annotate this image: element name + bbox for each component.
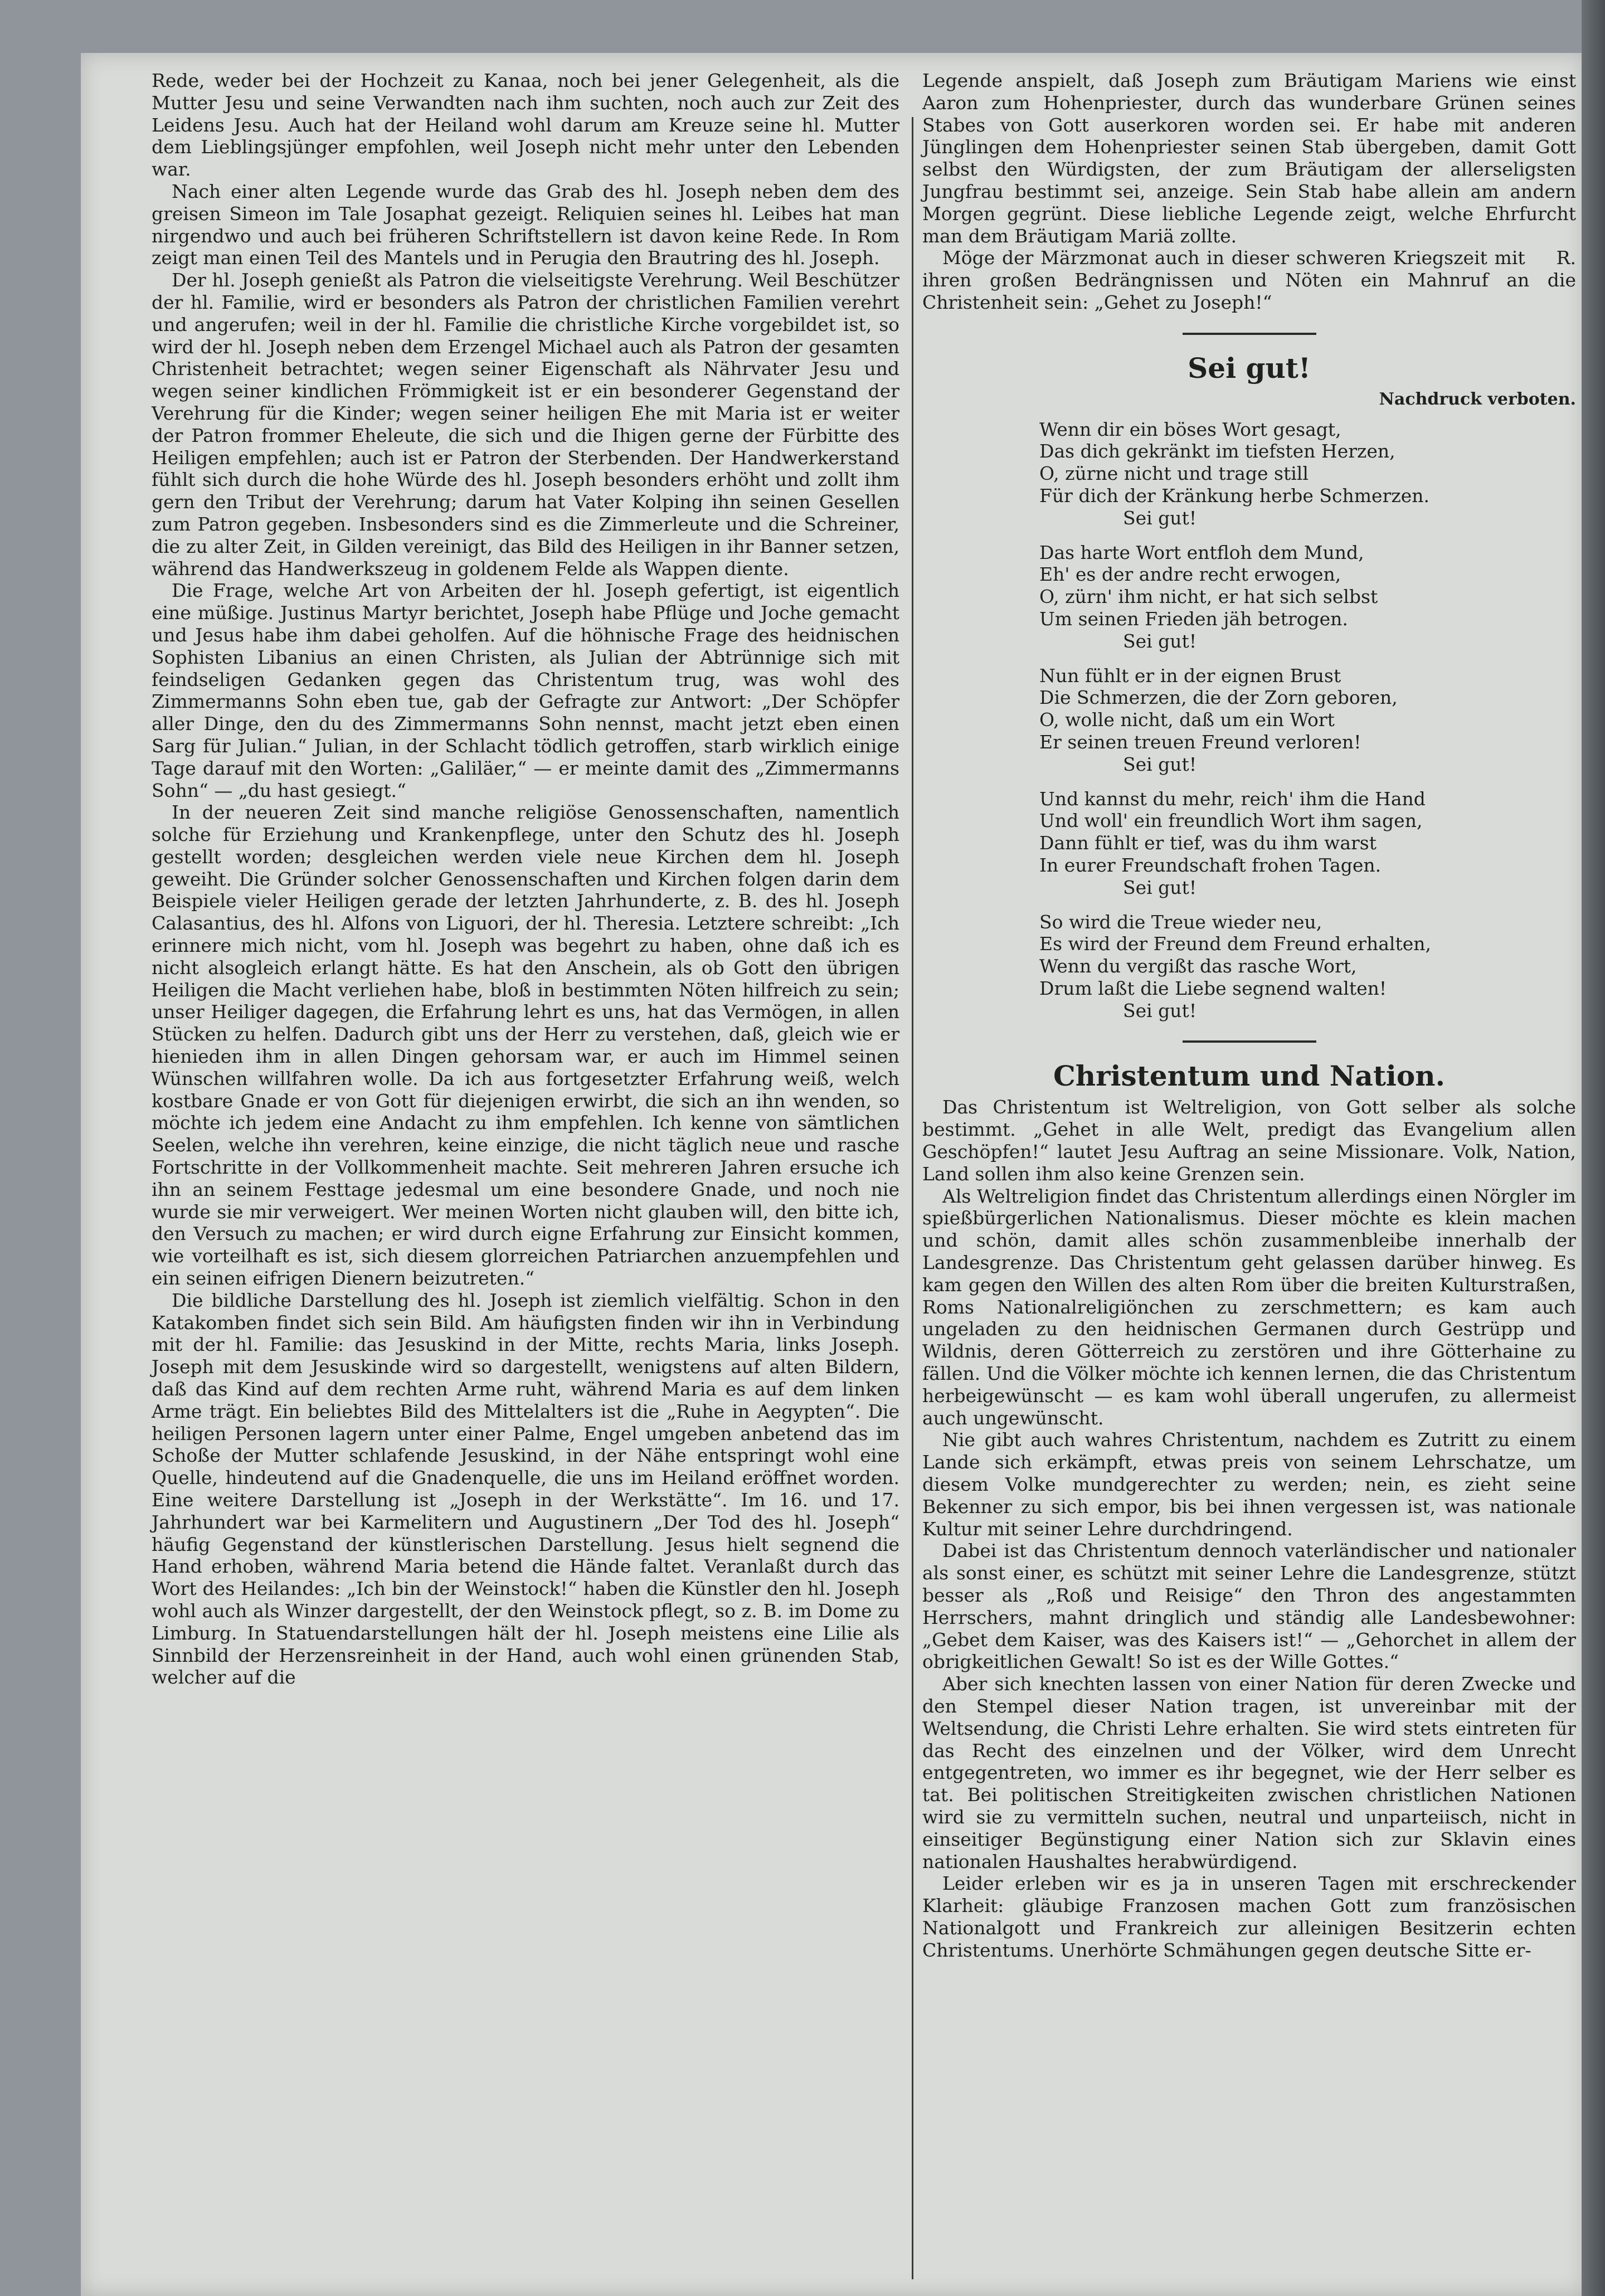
poem-refrain: Sei gut! — [1123, 507, 1197, 529]
poem-line: Und woll' ein freundlich Wort ihm sagen, — [1039, 810, 1423, 832]
paragraph: In der neueren Zeit sind manche religiöse Genossenschaften, namentlich solche für Erziehung und Krankenpflege, unter den Schutz des hl. Joseph gestellt worden; desgleichen werden viele neue Kirchen dem hl. Joseph geweiht. Die Gründer solcher Genossenschaften und Kirchen folgen darin dem Beispiele vieler Heiligen gerade der letzten Jahrhunderte, z. B. des hl. Joseph Calasantius, des hl. Alfons von Liguori, der hl. Theresia. Letztere schreibt: „Ich erinnere mich nicht, vom hl. Joseph was begehrt zu haben, ohne daß ich es nicht alsogleich erlangt hätte. Es hat den Anschein, als ob Gott den übrigen Heiligen die Macht verliehen habe, bloß in bestimmten Nöten hilfreich zu sein; unser Heiliger dagegen, die Erfahrung lehrt es uns, hat das Vermögen, in allen Stücken zu helfen. Dadurch gibt uns der Herr zu verstehen, daß, gleich wie er hienieden ihm in allen Dingen gehorsam war, er auch im Himmel seinen Wünschen willfahren wolle. Da ich aus fortgesetzter Erfahrung weiß, welch kostbare Gnade er von Gott für diejenigen erwirbt, die sich an ihn wenden, so möchte ich jedem eine Andacht zu ihm empfehlen. Ich kenne von sämtlichen Seelen, welche ihn verehren, keine einzige, die nicht täglich neue und rasche Fortschritte in der Vollkommenheit machte. Seit mehreren Jahren ersuche ich ihn an seinem Festtage jedesmal um eine besondere Gnade, und noch nie wurde sie mir verweigert. Wer meinen Worten nicht glauben will, den bitte ich, den Versuch zu machen; er wird durch eigne Erfahrung zur Einsicht kommen, wie vorteilhaft es ist, sich diesem glorreichen Patriarchen anzuempfehlen und ein seinen eifrigen Dienern beizutreten.“ — [152, 801, 899, 1290]
poem-line: Und kannst du mehr, reich' ihm die Hand — [1039, 787, 1426, 810]
poem-line: Drum laßt die Liebe segnend walten! — [1039, 977, 1387, 999]
poem-title: Sei gut! — [1188, 351, 1311, 385]
poem-line: Nun fühlt er in der eignen Brust — [1039, 664, 1341, 687]
reprint-note: Nachdruck verboten. — [1379, 389, 1576, 409]
paragraph-text: Möge der Märzmonat auch in dieser schweren Kriegszeit mit ihren großen Bedrängnissen und Nöten ein Mahnruf an die Christenheit sein: „Gehet zu Joseph!“ — [922, 247, 1576, 313]
page-edge — [1582, 0, 1605, 2296]
poem-stanza — [1039, 788, 1576, 899]
poem-line: Das harte Wort entfloh dem Mund, — [1039, 541, 1364, 563]
paragraph: Als Weltreligion findet das Christentum allerdings einen Nörgler im spießbürgerlichen Nationalismus. Dieser möchte es klein machen und schön, damit alles schön zusammenbleibe innerhalb der Landesgrenze. Das Christentum geht gelassen darüber hinweg. Es kam gegen den Willen des alten Rom über die breiten Kulturstraßen, Roms Nationalreligiönchen zu zerschmettern; es kam auch ungeladen zu den heidnischen Germanen durch Gestrüpp und Wildnis, deren Götterreich zu zerstören und ihre Götterhaine zu fällen. Und die Völker möchte ich kennen lernen, die das Christentum herbeigewünscht — es kam wohl überall ungerufen, zu allermeist auch ungewünscht. — [922, 1185, 1576, 1429]
poem-refrain: Sei gut! — [1123, 876, 1197, 898]
poem-refrain: Sei gut! — [1123, 753, 1197, 775]
poem-line: Er seinen treuen Freund verloren! — [1039, 731, 1361, 753]
paragraph: Rede, weder bei der Hochzeit zu Kanaa, noch bei jener Gelegenheit, als die Mutter Jesu und seine Verwandten nach ihm suchten, noch auch zur Zeit des Leidens Jesu. Auch hat der Heiland wohl darum am Kreuze seine hl. Mutter dem Lieblingsjünger empfohlen, weil Joseph nicht mehr unter den Lebenden war. — [152, 70, 899, 181]
poem-stanza — [1039, 419, 1576, 529]
poem-line: Das dich gekränkt im tiefsten Herzen, — [1039, 440, 1395, 463]
paragraph: Der hl. Joseph genießt als Patron die vielseitigste Verehrung. Weil Beschützer der hl. Familie, wird er besonders als Patron der christlichen Familien verehrt und angerufen; weil in der hl. Familie die christliche Kirche vorgebildet ist, so wird der hl. Joseph neben dem Erzengel Michael auch als Patron der gesamten Christenheit betrachtet; wegen seiner Eigenschaft als Nährvater Jesu und wegen seiner kindlichen Frömmigkeit ist er ein besonderer Gegenstand der Verehrung für die Kinder; wegen seiner heiligen Ehe mit Maria ist er weiter der Patron frommer Eheleute, die sich und die Ihigen gerne der Fürbitte des Heiligen empfehlen; auch ist er Patron der Sterbenden. Der Handwerkerstand fühlt sich durch die hohe Würde des hl. Joseph besonders erhöht und zollt ihm gern den Tribut der Verehrung; darum hat Vater Kolping ihn seinen Gesellen zum Patron gegeben. Insbesonders sind es die Zimmerleute und die Schreiner, die zu alter Zeit, in Gilden vereinigt, das Bild des Heiligen in ihr Banner setzen, während das Handwerkszeug in goldenem Felde als Wappen diente. — [152, 269, 899, 580]
paragraph: Aber sich knechten lassen von einer Nation für deren Zwecke und den Stempel dieser Nation tragen, ist unvereinbar mit der Weltsendung, die Christi Lehre erhalten. Sie wird stets eintreten für das Recht des einzelnen und der Völker, wird dem Unrecht entgegentreten, wo immer es ihr begegnet, wie der Herr selber es tat. Bei politischen Streitigkeiten zwischen christlichen Nationen wird sie zu vermitteln suchen, neutral und unparteiisch, nicht in einseitiger Begünstigung einer Nation sich zur Sklavin eines nationalen Haushaltes herabwürdigend. — [922, 1673, 1576, 1872]
poem-line: Die Schmerzen, die der Zorn geboren, — [1039, 687, 1398, 709]
section-rule — [1183, 1040, 1316, 1043]
left-column — [152, 70, 899, 1689]
poem-refrain: Sei gut! — [1123, 999, 1197, 1021]
article-title: Christentum und Nation. — [1053, 1059, 1446, 1093]
poem-line: Eh' es der andre recht erwogen, — [1039, 563, 1341, 586]
paragraph: Nach einer alten Legende wurde das Grab des hl. Joseph neben dem des greisen Simeon im Tale Josaphat gezeigt. Reliquien seines hl. Leibes hat man nirgendwo und auch bei früheren Schriftstellern ist davon keine Rede. In Rom zeigt man einen Teil des Mantels und in Perugia den Brautring des hl. Joseph. — [152, 180, 899, 269]
poem-line: Wenn dir ein böses Wort gesagt, — [1039, 418, 1341, 440]
paragraph: Das Christentum ist Weltreligion, von Gott selber als solche bestimmt. „Gehet in alle Welt, predigt das Evangelium allen Geschöpfen!“ lautet Jesu Auftrag an seine Missionare. Volk, Nation, Land sollen ihm also keine Grenzen sein. — [922, 1096, 1576, 1185]
poem-line: Es wird der Freund dem Freund erhalten, — [1039, 933, 1432, 955]
poem-line: O, wolle nicht, daß um ein Wort — [1039, 709, 1335, 731]
paragraph: Die Frage, welche Art von Arbeiten der hl. Joseph gefertigt, ist eigentlich eine müßige. Justinus Martyr berichtet, Joseph habe Pflüge und Joche gemacht und Jesus habe ihm dabei geholfen. Auf die höhnische Frage des heidnischen Sophisten Libanius an einen Christen, als Julian der Abtrünnige sich mit feindseligen Gedanken gegen das Christentum trug, was wohl des Zimmermanns Sohn eben tue, gab der Gefragte zur Antwort: „Der Schöpfer aller Dinge, den du des Zimmermanns Sohn nennst, macht jetzt eben einen Sarg für Julian.“ Julian, in der Schlacht tödlich getroffen, starb wirklich einige Tage darauf mit den Worten: „Galiläer,“ — er meinte damit des „Zimmermanns Sohn“ — „du hast gesiegt.“ — [152, 580, 899, 801]
column-divider — [912, 117, 913, 2279]
poem-stanza — [1039, 542, 1576, 653]
poem-line: Dann fühlt er tief, was du ihm warst — [1039, 832, 1377, 854]
poem-stanza — [1039, 665, 1576, 776]
paragraph: Die bildliche Darstellung des hl. Joseph ist ziemlich vielfältig. Schon in den Katakomben findet sich sein Bild. Am häufigsten finden wir ihn in Verbindung mit der hl. Familie: das Jesuskind in der Mitte, rechts Maria, links Joseph. Joseph mit dem Jesuskinde wird so dargestellt, wenigstens auf alten Bildern, daß das Kind auf dem rechten Arme ruht, während Maria es auf dem linken Arme trägt. Ein beliebtes Bild des Mittelalters ist die „Ruhe in Aegypten“. Die heiligen Personen lagern unter einer Palme, Engel umgeben anbetend das im Schoße der Mutter schlafende Jesuskind, in der Nähe entspringt wohl eine Quelle, hindeutend auf die Gnadenquelle, die uns im Heiland eröffnet worden. Eine weitere Darstellung ist „Joseph in der Werkstätte“. Im 16. und 17. Jahrhundert war bei Karmelitern und Augustinern „Der Tod des hl. Joseph“ häufig Gegenstand der künstlerischen Darstellung. Jesus hielt segnend die Hand erhoben, während Maria betend die Hände faltet. Veranlaßt durch das Wort des Heilandes: „Ich bin der Weinstock!“ haben die Künstler den hl. Joseph wohl auch als Winzer dargestellt, der den Weinstock pflegt, so z. B. im Dome zu Limburg. In Statuendarstellungen hält der hl. Joseph meistens eine Lilie als Sinnbild der Herzensreinheit in der Hand, auch wohl einen grünenden Stab, welcher auf die — [152, 1289, 899, 1689]
author-signature: R. — [1556, 247, 1576, 269]
poem-line: O, zürn' ihm nicht, er hat sich selbst — [1039, 586, 1378, 608]
poem-line: Wenn du vergißt das rasche Wort, — [1039, 955, 1357, 977]
paragraph: Dabei ist das Christentum dennoch vaterländischer und nationaler als sonst einer, es schützt mit seiner Lehre die Landesgrenze, stützt besser als „Roß und Reisige“ den Thron des angestammten Herrschers, mahnt dringlich und ständig alle Landesbewohner: „Gebet dem Kaiser, was des Kaisers ist!“ — „Gehorchet in allem der obrigkeitlichen Gewalt! So ist es der Wille Gottes.“ — [922, 1540, 1576, 1673]
poem-line: So wird die Treue wieder neu, — [1039, 911, 1322, 933]
poem-refrain: Sei gut! — [1123, 630, 1197, 652]
poem-line: O, zürne nicht und trage still — [1039, 463, 1309, 485]
paragraph-with-signature — [922, 247, 1576, 313]
section-rule — [1183, 333, 1316, 335]
right-column — [922, 70, 1576, 1962]
paragraph: Leider erleben wir es ja in unseren Tagen mit erschreckender Klarheit: gläubige Franzosen machen Gott zum französischen Nationalgott und Frankreich zur alleinigen Besitzerin echten Christentums. Unerhörte Schmähungen gegen deutsche Sitte er- — [922, 1872, 1576, 1961]
paragraph: Nie gibt auch wahres Christentum, nachdem es Zutritt zu einem Lande sich erkämpft, etwas preis von seinem Lehrschatze, um diesem Volke mundgerechter zu werden; nein, es zieht seine Bekenner zu sich empor, bis bei ihnen vergessen ist, was nationale Kultur mit seiner Lehre durchdringend. — [922, 1429, 1576, 1540]
paragraph: Legende anspielt, daß Joseph zum Bräutigam Mariens wie einst Aaron zum Hohenpriester, durch das wunderbare Grünen seines Stabes von Gott auserkoren worden sei. Er habe mit anderen Jünglingen dem Hohenpriester seinen Stab übergeben, damit Gott selbst den Würdigsten, der zum Bräutigam der allerseligsten Jungfrau bestimmt sei, anzeige. Sein Stab habe allein am andern Morgen gegrünt. Diese liebliche Legende zeigt, welche Ehrfurcht man dem Bräutigam Mariä zollte. — [922, 70, 1576, 247]
poem-line: Für dich der Kränkung herbe Schmerzen. — [1039, 484, 1430, 507]
poem-line: Um seinen Frieden jäh betrogen. — [1039, 607, 1348, 630]
poem-stanza — [1039, 911, 1576, 1022]
poem-line: In eurer Freundschaft frohen Tagen. — [1039, 854, 1382, 876]
